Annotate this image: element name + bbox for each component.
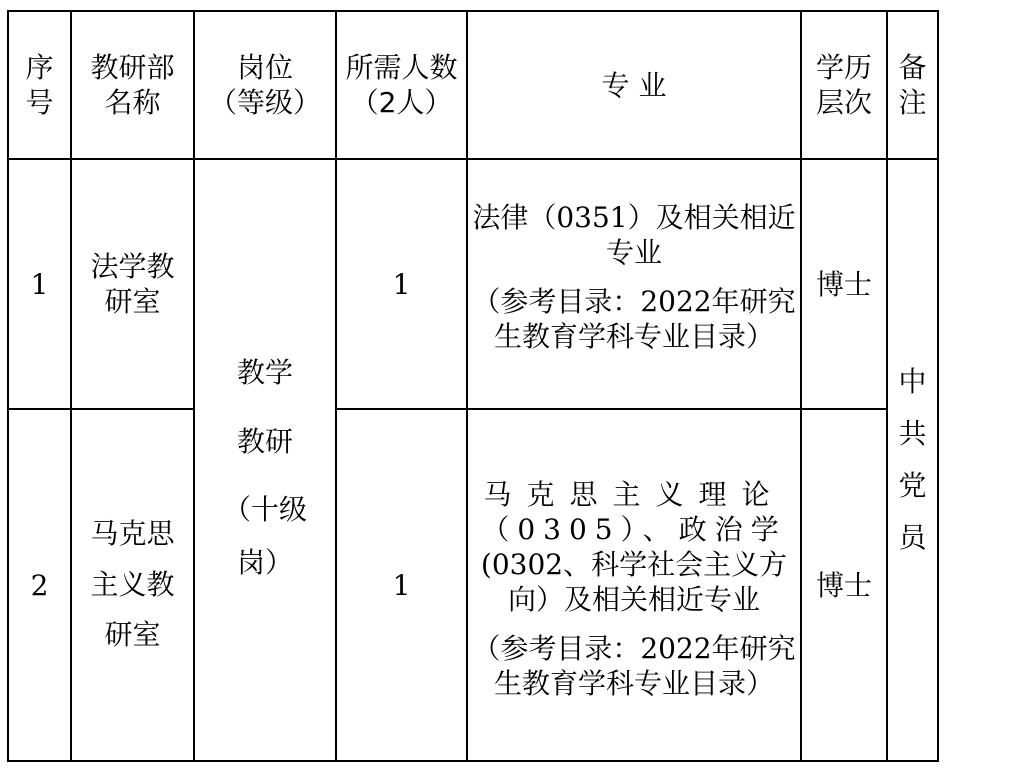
header-remark-line-1: 备 (898, 51, 927, 84)
major-reference (468, 631, 800, 701)
post-line: 岗） (236, 545, 293, 579)
header-index-line-1: 序 (25, 51, 54, 84)
row-dept-line: 研室 (104, 285, 161, 318)
header-index-line-2: 号 (25, 86, 54, 119)
major-text (468, 200, 800, 270)
row-dept-line: 马克思 (90, 517, 175, 551)
major-text (468, 477, 800, 617)
row-degree: 博士 (801, 409, 887, 761)
header-degree (801, 11, 887, 159)
major-line: 专业 (605, 236, 662, 269)
row-major (467, 409, 801, 761)
row-index: 2 (8, 409, 71, 761)
shared-remark-cell (887, 159, 938, 761)
remark-char: 中 (898, 365, 927, 399)
remark-char: 党 (898, 469, 927, 502)
post-line: 教学 (236, 355, 293, 389)
header-post-line-1: 岗位 (236, 51, 293, 84)
header-post (194, 11, 336, 159)
major-line: （0305）、政治学 (481, 513, 787, 546)
row-dept (71, 409, 194, 761)
row-count: 1 (336, 159, 467, 409)
header-remark-line-2: 注 (898, 86, 927, 119)
reference-line: （参考目录：2022年研究 (472, 285, 796, 318)
header-remark (887, 11, 938, 159)
remark-char: 共 (898, 417, 927, 451)
reference-line: （参考目录：2022年研究 (472, 632, 796, 665)
header-count-line-1: 所需人数 (345, 51, 458, 84)
header-count (336, 11, 467, 159)
row-degree: 博士 (801, 159, 887, 409)
post-line: （十级 (222, 493, 307, 527)
table-row (8, 159, 938, 409)
header-dept (71, 11, 194, 159)
header-major: 专 业 (467, 11, 801, 159)
row-dept (71, 159, 194, 409)
row-dept-line: 法学教 (90, 250, 175, 283)
table-row (8, 409, 938, 761)
row-dept-line: 研室 (104, 618, 161, 652)
reference-line: 生教育学科专业目录） (493, 667, 774, 700)
row-count: 1 (336, 409, 467, 761)
row-major (467, 159, 801, 409)
row-dept-line: 主义教 (90, 567, 175, 601)
post-line: 教研 (236, 424, 293, 458)
header-degree-line-1: 学历 (815, 51, 872, 84)
reference-line: 生教育学科专业目录） (493, 320, 774, 353)
header-dept-line-1: 教研部 (90, 51, 175, 84)
shared-post-cell (194, 159, 336, 761)
header-row (8, 11, 938, 159)
header-dept-line-2: 名称 (104, 86, 161, 119)
row-index: 1 (8, 159, 71, 409)
header-degree-line-2: 层次 (815, 86, 872, 119)
major-line: 马克思主义理论 (483, 478, 785, 511)
major-line: 法律（0351）及相关相近 (472, 201, 796, 234)
major-line: (0302、科学社会主义方 (480, 548, 788, 581)
header-post-line-2: （等级） (208, 86, 321, 119)
major-reference (468, 284, 800, 354)
header-index (8, 11, 71, 159)
positions-table (7, 10, 939, 762)
major-line: 向）及相关相近专业 (507, 583, 760, 616)
remark-char: 员 (898, 520, 927, 554)
header-count-line-2: （2人） (350, 86, 453, 119)
